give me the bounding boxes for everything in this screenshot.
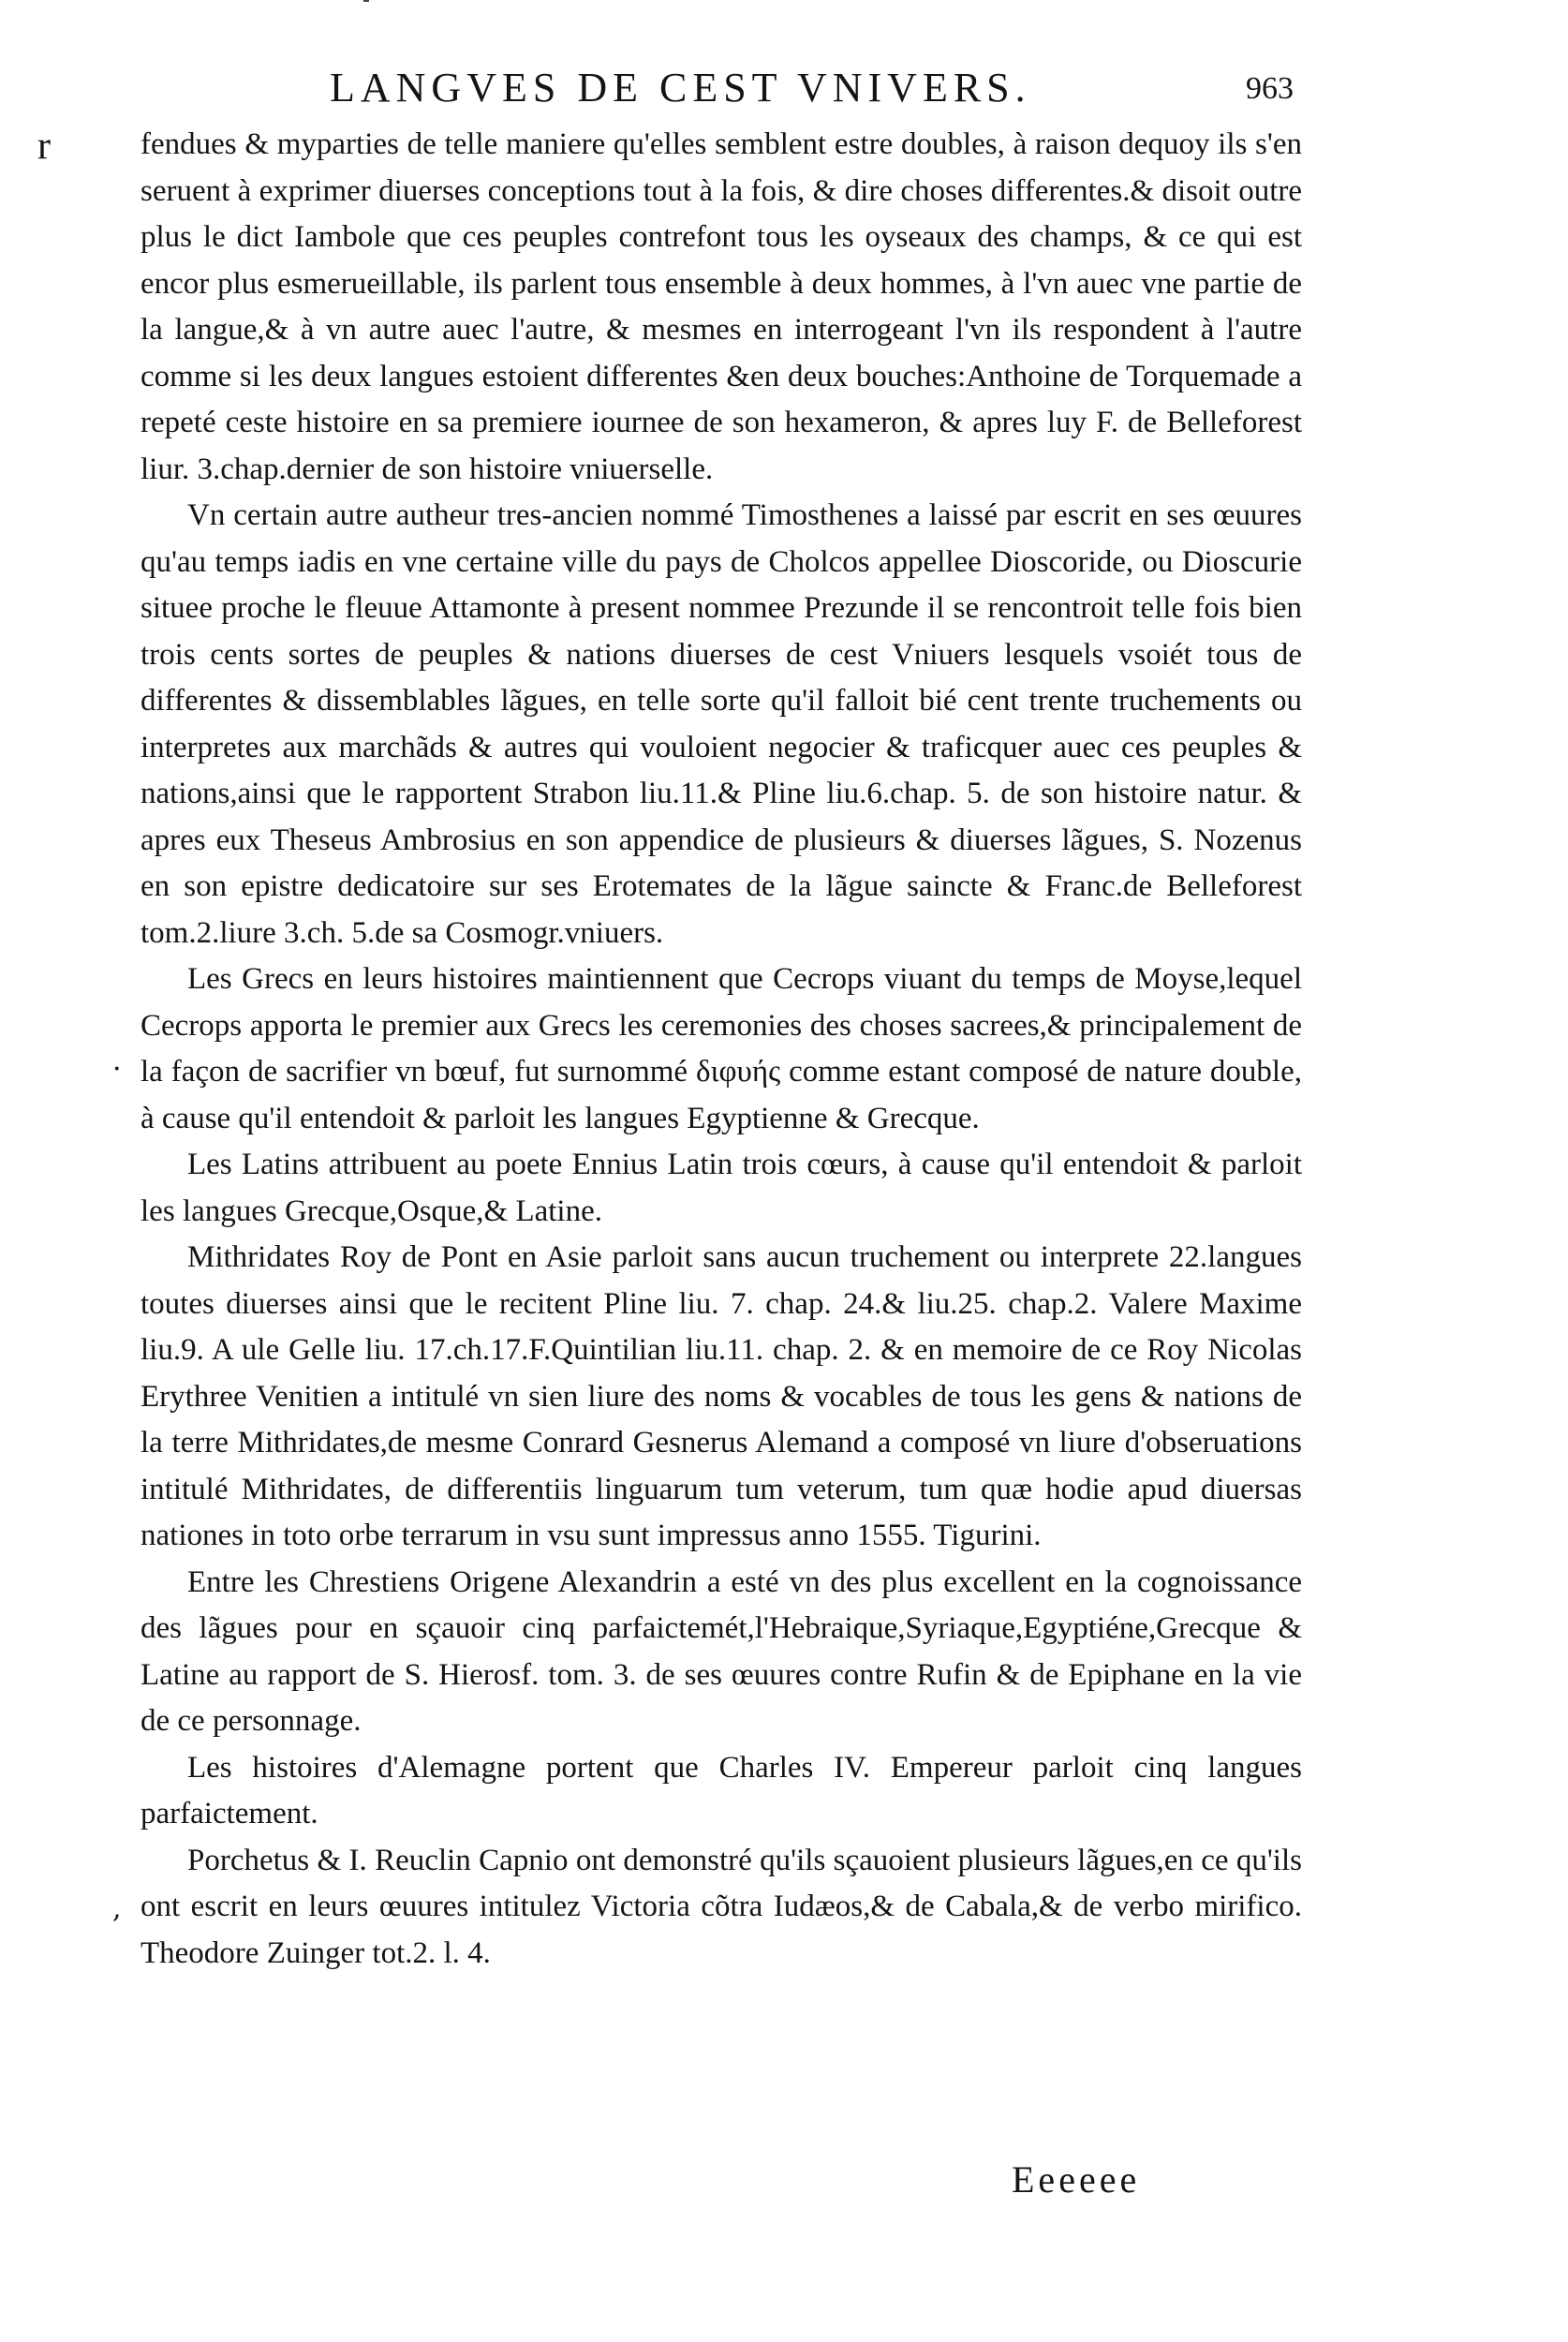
paragraph-3: Les Grecs en leurs histoires maintiennent que Cecrops viuant du temps de Moyse,lequel Cecrops apporta le premier aux Grecs les ceremonies des choses sacrees,& principalement de la façon de sacrifier vn bœuf, fut surnommé διφυής comme estant composé de nature double, à cause qu'il entendoit & parloit les langues Egyptienne & Grecque. — [141, 962, 1302, 1135]
paragraph-6: Entre les Chrestiens Origene Alexandrin a esté vn des plus excellent en la cognoissance des lãgues pour en sçauoir cinq parfaictemét,l'Hebraique,Syriaque,Egyptiéne,Grecque & Latine au rapport de S. Hierosf. tom. 3. de ses œuures contre Rufin & de Epiphane en la vie de ce personnage. — [141, 1564, 1302, 1738]
signature-mark: Eeeeee — [1012, 2158, 1141, 2201]
paragraph-1: fendues & myparties de telle maniere qu'elles semblent estre doubles, à raison dequoy ils s'en seruent à exprimer diuerses conceptions tout à la fois, & dire choses differentes.& disoit outre plus le dict Iambole que ces peuples contrefont tous les oyseaux des champs, & ce qui est encor plus esmerueillable, ils parlent tous ensemble à deux hommes, à l'vn auec vne partie de la langue,& à vn autre auec l'autre, & mesmes en interrogeant l'vn ils respondent à l'autre comme si les deux langues estoient differentes &en deux bouches:Anthoine de Torquemade a repeté ceste histoire en sa premiere iournee de son hexameron, & apres luy F. de Belleforest liur. 3.chap.dernier de son histoire vniuerselle. — [141, 127, 1302, 486]
running-title: LANGVES DE CEST VNIVERS. — [330, 65, 1031, 111]
paragraph-5: Mithridates Roy de Pont en Asie parloit sans aucun truchement ou interprete 22.langues toutes diuerses ainsi que le recitent Pline liu. 7. chap. 24.& liu.25. chap.2. Valere Maxime liu.9. A ule Gelle liu. 17.ch.17.F.Quintilian liu.11. chap. 2. & en memoire de ce Roy Nicolas Erythree Venitien a intitulé vn sien liure des noms & vocables de tous les gens & nations de la terre Mithridates,de mesme Conrard Gesnerus Alemand a composé vn liure d'obseruations intitulé Mithridates, de differentiis linguarum tum veterum, tum quæ hodie apud diuersas nationes in toto orbe terrarum in vsu sunt impressus anno 1555. Tigurini. — [141, 1240, 1302, 1552]
page-number: 963 — [1246, 71, 1294, 106]
margin-tick-b: , — [112, 1892, 122, 1925]
text-body — [141, 122, 1302, 1977]
paragraph-8: Porchetus & I. Reuclin Capnio ont demonstré qu'ils sçauoient plusieurs lãgues,en ce qu'ils ont escrit en leurs œuures intitulez Victoria cõtra Iudæos,& de Cabala,& de verbo mirifico. Theodore Zuinger tot.2. l. 4. — [141, 1843, 1302, 1970]
paragraph-4: Les Latins attribuent au poete Ennius Latin trois cœurs, à cause qu'il entendoit & parloit les langues Grecque,Osque,& Latine. — [141, 1148, 1302, 1228]
paragraph-7: Les histoires d'Alemagne portent que Charles IV. Empereur parloit cinq langues parfaictement. — [141, 1750, 1302, 1831]
paragraph-2: Vn certain autre autheur tres-ancien nommé Timosthenes a laissé par escrit en ses œuures qu'au temps iadis en vne certaine ville du pays de Cholcos appellee Dioscoride, ou Dioscurie situee proche le fleuue Attamonte à present nommee Prezunde il se rencontroit telle fois bien trois cents sortes de peuples & nations diuerses de cest Vniuers lesquels vsoiét tous de differentes & dissemblables lãgues, en telle sorte qu'il falloit bié cent trente truchements ou interpretes aux marchãds & autres qui vouloient negocier & traficquer auec ces peuples & nations,ainsi que le rapportent Strabon liu.11.& Pline liu.6.chap. 5. de son histoire natur. & apres eux Theseus Ambrosius en son appendice de plusieurs & diuerses lãgues, S. Nozenus en son epistre dedicatoire sur ses Erotemates de la lãgue saincte & Franc.de Belleforest tom.2.liure 3.ch. 5.de sa Cosmogr.vniuers. — [141, 498, 1302, 950]
top-dash-mark — [363, 0, 369, 2]
margin-tick-a: · — [112, 1053, 122, 1086]
margin-mark: r — [37, 125, 51, 168]
page-header — [141, 64, 1311, 120]
